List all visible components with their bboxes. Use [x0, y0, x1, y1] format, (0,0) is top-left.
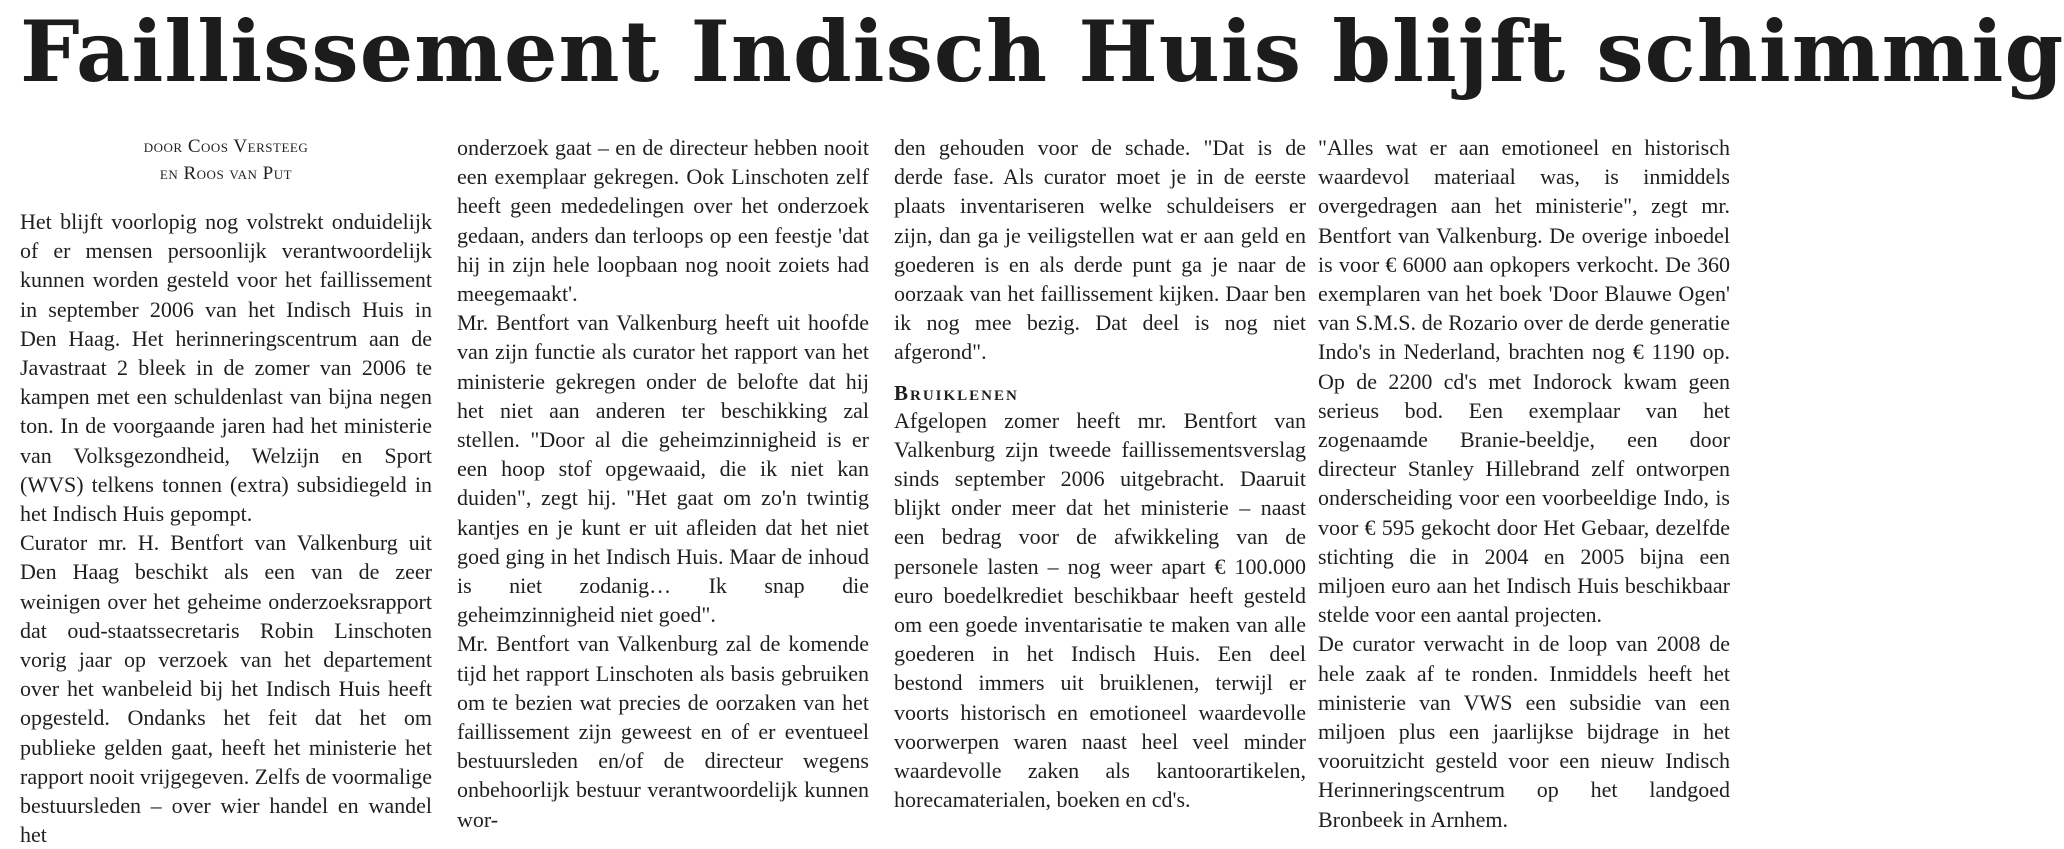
headline: Faillissement Indisch Huis blijft schimmig [20, 2, 2064, 101]
article-column-1 [20, 133, 432, 849]
paragraph: Mr. Bentfort van Valkenburg zal de komende tijd het rapport Linschoten als basis gebruiken om te bezien wat precies de oorzaken van het faillissement zijn geweest en of er eventueel bestuursleden en/of de directeur wegens onbehoorlijk bestuur verantwoordelijk kunnen wor- [457, 631, 869, 832]
paragraph: De curator verwacht in de loop van 2008 de hele zaak af te ronden. Inmiddels heeft het ministerie van VWS een subsidie van een miljoen plus een jaarlijkse bijdrage in het vooruitzicht gesteld voor een nieuw Indisch Herinneringscentrum op het landgoed Bronbeek in Arnhem. [1318, 631, 1730, 832]
paragraph: Curator mr. H. Bentfort van Valkenburg uit Den Haag beschikt als een van de zeer weinigen over het geheime onderzoeksrapport dat oud-staatssecretaris Robin Linschoten vorig jaar op verzoek van het departement over het wanbeleid bij het Indisch Huis heeft opgesteld. Ondanks het feit dat het om publieke gelden gaat, heeft het ministerie het rapport nooit vrijgegeven. Zelfs de voormalige bestuursleden – over wier handel en wandel het [20, 530, 432, 848]
article-column-3 [894, 133, 1306, 814]
paragraph: Het blijft voorlopig nog volstrekt onduidelijk of er mensen persoonlijk verantwoordelijk kunnen worden gesteld voor het faillissement in september 2006 van het Indisch Huis in Den Haag. Het herinneringscentrum aan de Javastraat 2 bleek in de zomer van 2006 te kampen met een schuldenlast van bijna negen ton. In de voorgaande jaren had het ministerie van Volksgezondheid, Welzijn en Sport (WVS) telkens tonnen (extra) subsidiegeld in het Indisch Huis gepompt. [20, 209, 432, 527]
paragraph: "Alles wat er aan emotioneel en historisch waardevol materiaal was, is inmiddels overgedragen aan het ministerie", zegt mr. Bentfort van Valkenburg. De overige inboedel is voor € 6000 aan opkopers verkocht. De 360 exemplaren van het boek 'Door Blauwe Ogen' van S.M.S. de Rozario over de derde generatie Indo's in Nederland, brachten nog € 1190 op. Op de 2200 cd's met Indorock kwam geen serieus bod. Een exemplaar van het zogenaamde Branie-beeldje, een door directeur Stanley Hillebrand zelf ontworpen onderscheiding voor een voorbeeldige Indo, is voor € 595 gekocht door Het Gebaar, dezelfde stichting die in 2004 en 2005 bijna een miljoen euro aan het Indisch Huis beschikbaar stelde voor een aantal projecten. [1318, 135, 1730, 628]
article-column-4 [1318, 133, 1730, 834]
byline [20, 133, 432, 187]
byline-author-1: door Coos Versteeg [143, 136, 309, 157]
paragraph: den gehouden voor de schade. "Dat is de derde fase. Als curator moet je in de eerste plaats inventariseren welke schuldeisers er zijn, dan ga je veiligstellen wat er aan geld en goederen is en als derde punt ga je naar de oorzaak van het faillissement kijken. Daar ben ik nog mee bezig. Dat deel is nog niet afgerond". [894, 135, 1306, 365]
section-subheading: Bruiklenen [894, 380, 1019, 405]
byline-author-2: en Roos van Put [159, 163, 293, 184]
article-column-2 [457, 133, 869, 834]
paragraph: Afgelopen zomer heeft mr. Bentfort van Valkenburg zijn tweede faillissementsverslag sinds september 2006 uitgebracht. Daaruit blijkt onder meer dat het ministerie – naast een bedrag voor de afwikkeling van de personele lasten – nog weer apart € 100.000 euro boedelkrediet beschikbaar heeft gesteld om een goede inventarisatie te maken van alle goederen in het Indisch Huis. Een deel bestond immers uit bruiklenen, terwijl er voorts historisch en emotioneel waardevolle voorwerpen waren naast heel veel minder waardevolle zaken als kantoorartikelen, horecamaterialen, boeken en cd's. [894, 407, 1306, 813]
paragraph: onderzoek gaat – en de directeur hebben nooit een exemplaar gekregen. Ook Linschoten zelf heeft geen mededelingen over het onderzoek gedaan, anders dan terloops op een feestje 'dat hij in zijn hele loopbaan nog nooit zoiets had meegemaakt'. [457, 135, 869, 307]
paragraph: Mr. Bentfort van Valkenburg heeft uit hoofde van zijn functie als curator het rapport van het ministerie gekregen onder de belofte dat hij het niet aan anderen ter beschikking zal stellen. "Door al die geheimzinnigheid is er een hoop stof opgewaaid, die ik niet kan duiden", zegt hij. "Het gaat om zo'n twintig kantjes en je kunt er uit afleiden dat het niet goed ging in het Indisch Huis. Maar de inhoud is niet zodanig… Ik snap die geheimzinnigheid niet goed". [457, 310, 869, 628]
